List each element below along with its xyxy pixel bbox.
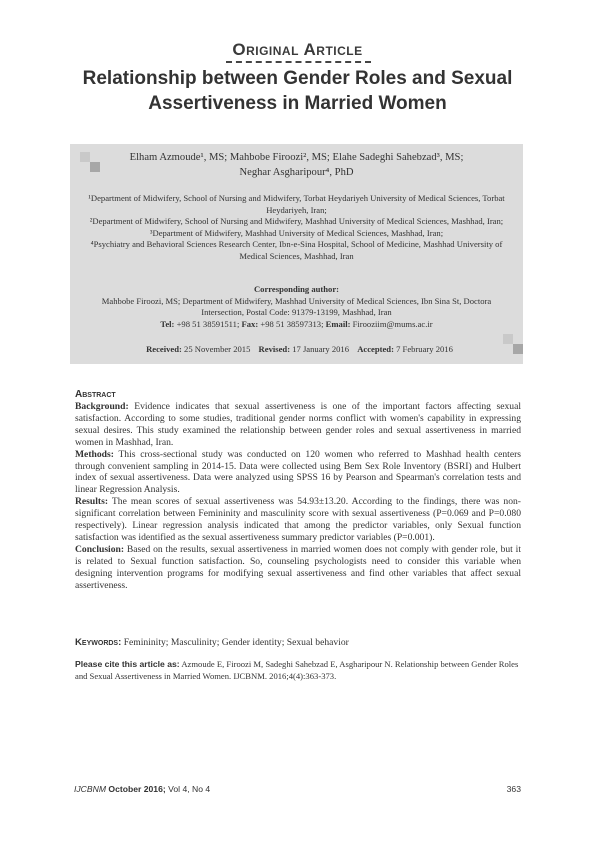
tel-value: +98 51 38591511; xyxy=(176,318,240,329)
conclusion-text: Based on the results, sexual assertiveness in married women does not comply with gender role, but it is related to Sexual function satisfaction. So, counseling psychologists need to consider this variable when designing intervention programs for modifying sexual assertiveness and find other variables that affect sexual assertiveness. xyxy=(75,543,521,591)
methods-label: Methods: xyxy=(75,448,114,460)
journal-footer xyxy=(74,784,210,794)
revised-label: Revised: xyxy=(258,344,291,354)
fax-label: Fax: xyxy=(241,318,259,329)
journal-name: IJCBNM xyxy=(74,784,106,794)
author-list xyxy=(90,150,503,180)
corresponding-author xyxy=(80,284,513,330)
section-label: Original Article xyxy=(232,40,363,59)
issue-date: October 2016; xyxy=(108,784,166,794)
corner-square-decoration xyxy=(80,152,90,162)
affiliation-item: ¹Department of Midwifery, School of Nursing and Midwifery, Torbat Heydariyeh University of Medical Sciences, Torbat Heydariyeh, Iran; xyxy=(88,193,505,215)
email-link[interactable]: Firooziim@mums.ac.ir xyxy=(352,318,433,329)
article-dates xyxy=(80,344,513,354)
results-label: Results: xyxy=(75,496,109,508)
abstract-body xyxy=(75,401,521,592)
abstract-heading: Abstract xyxy=(75,389,116,400)
methods-text: This cross-sectional study was conducted on 120 women who referred to Mashhad health centers through convenient sampling in 2014-15. Data were collected using Bem Sex Role Inventory (BSRI) and Hulbert index of sexual assertiveness. Data were analyzed using SPSS 16 by Pearson and Spearman's correlation tests and linear Regression Analysis. xyxy=(75,448,522,496)
email-label: Email: xyxy=(325,318,351,329)
conclusion-label: Conclusion: xyxy=(75,543,125,555)
keywords xyxy=(75,637,521,648)
author-line: Neghar Asgharipour⁴, PhD xyxy=(239,167,354,178)
background-text: Evidence indicates that sexual assertiveness is one of the important factors affecting sexual satisfaction. According to some studies, traditional gender norms conflict with women's capability in expressing sexual desires. This study examined the relationship between gender roles and sexual assertiveness in married women in Mashhad, Iran. xyxy=(75,401,522,448)
results-text: The mean scores of sexual assertiveness was 54.93±13.20. According to the findings, there was non-significant correlation between Femininity and masculinity score with sexual assertiveness (P=0.069 and P=0.080 respectively). Linear regression analysis indicated that among the predictor variables, only Sexual function satisfaction was identified as the sexual assertiveness summary predictor variables (P=0.001). xyxy=(75,496,521,543)
keywords-text: Femininity; Masculinity; Gender identity; Sexual behavior xyxy=(123,637,349,648)
affiliations xyxy=(80,193,513,262)
affiliation-item: ²Department of Midwifery, School of Nursing and Midwifery, Mashhad University of Medical Sciences, Mashhad, Iran; xyxy=(89,216,504,226)
author-line: Elham Azmoude¹, MS; Mahbobe Firoozi², MS; Elahe Sadeghi Sahebzad³, MS; xyxy=(129,152,464,163)
citation-label: Please cite this article as: xyxy=(75,659,180,669)
section-label-underline xyxy=(226,61,371,63)
corresponding-author-heading: Corresponding author: xyxy=(253,284,340,294)
corresponding-author-address: Mahbobe Firoozi, MS; Department of Midwifery, Mashhad University of Medical Sciences, Ibn Sina St, Doctora Intersection, Postal Code: 91379-13199, Mashhad, Iran xyxy=(101,295,492,317)
accepted-label: Accepted: xyxy=(357,344,394,354)
volume-issue: Vol 4, No 4 xyxy=(168,784,211,794)
accepted-date: 7 February 2016 xyxy=(396,344,453,354)
abstract-methods xyxy=(75,449,521,497)
page-number: 363 xyxy=(506,784,521,794)
revised-date: 17 January 2016 xyxy=(292,344,350,354)
citation-text: Azmoude E, Firoozi M, Sadeghi Sahebzad E, Asgharipour N. Relationship between Gender Roles and Sexual Assertiveness in Married Women. IJCBNM. 2016;4(4):363-373. xyxy=(75,659,519,681)
fax-value: +98 51 38597313; xyxy=(260,318,324,329)
corner-square-decoration xyxy=(513,344,523,354)
affiliation-item: ³Department of Midwifery, Mashhad University of Medical Sciences, Mashhad, Iran; xyxy=(149,227,444,238)
tel-label: Tel: xyxy=(160,318,175,329)
citation xyxy=(75,659,521,683)
abstract-results xyxy=(75,496,521,544)
corner-square-decoration xyxy=(503,334,513,344)
received-date: 25 November 2015 xyxy=(184,344,251,354)
abstract-background xyxy=(75,401,521,449)
abstract-conclusion xyxy=(75,544,521,592)
article-title: Relationship between Gender Roles and Sexual Assertiveness in Married Women xyxy=(82,68,513,114)
affiliation-item: ⁴Psychiatry and Behavioral Sciences Research Center, Ibn-e-Sina Hospital, School of Medicine, Mashhad University of Medical Sciences, Mashhad, Iran xyxy=(90,239,503,261)
keywords-label: Keywords: xyxy=(75,637,122,648)
received-label: Received: xyxy=(146,344,182,354)
background-label: Background: xyxy=(75,401,129,412)
